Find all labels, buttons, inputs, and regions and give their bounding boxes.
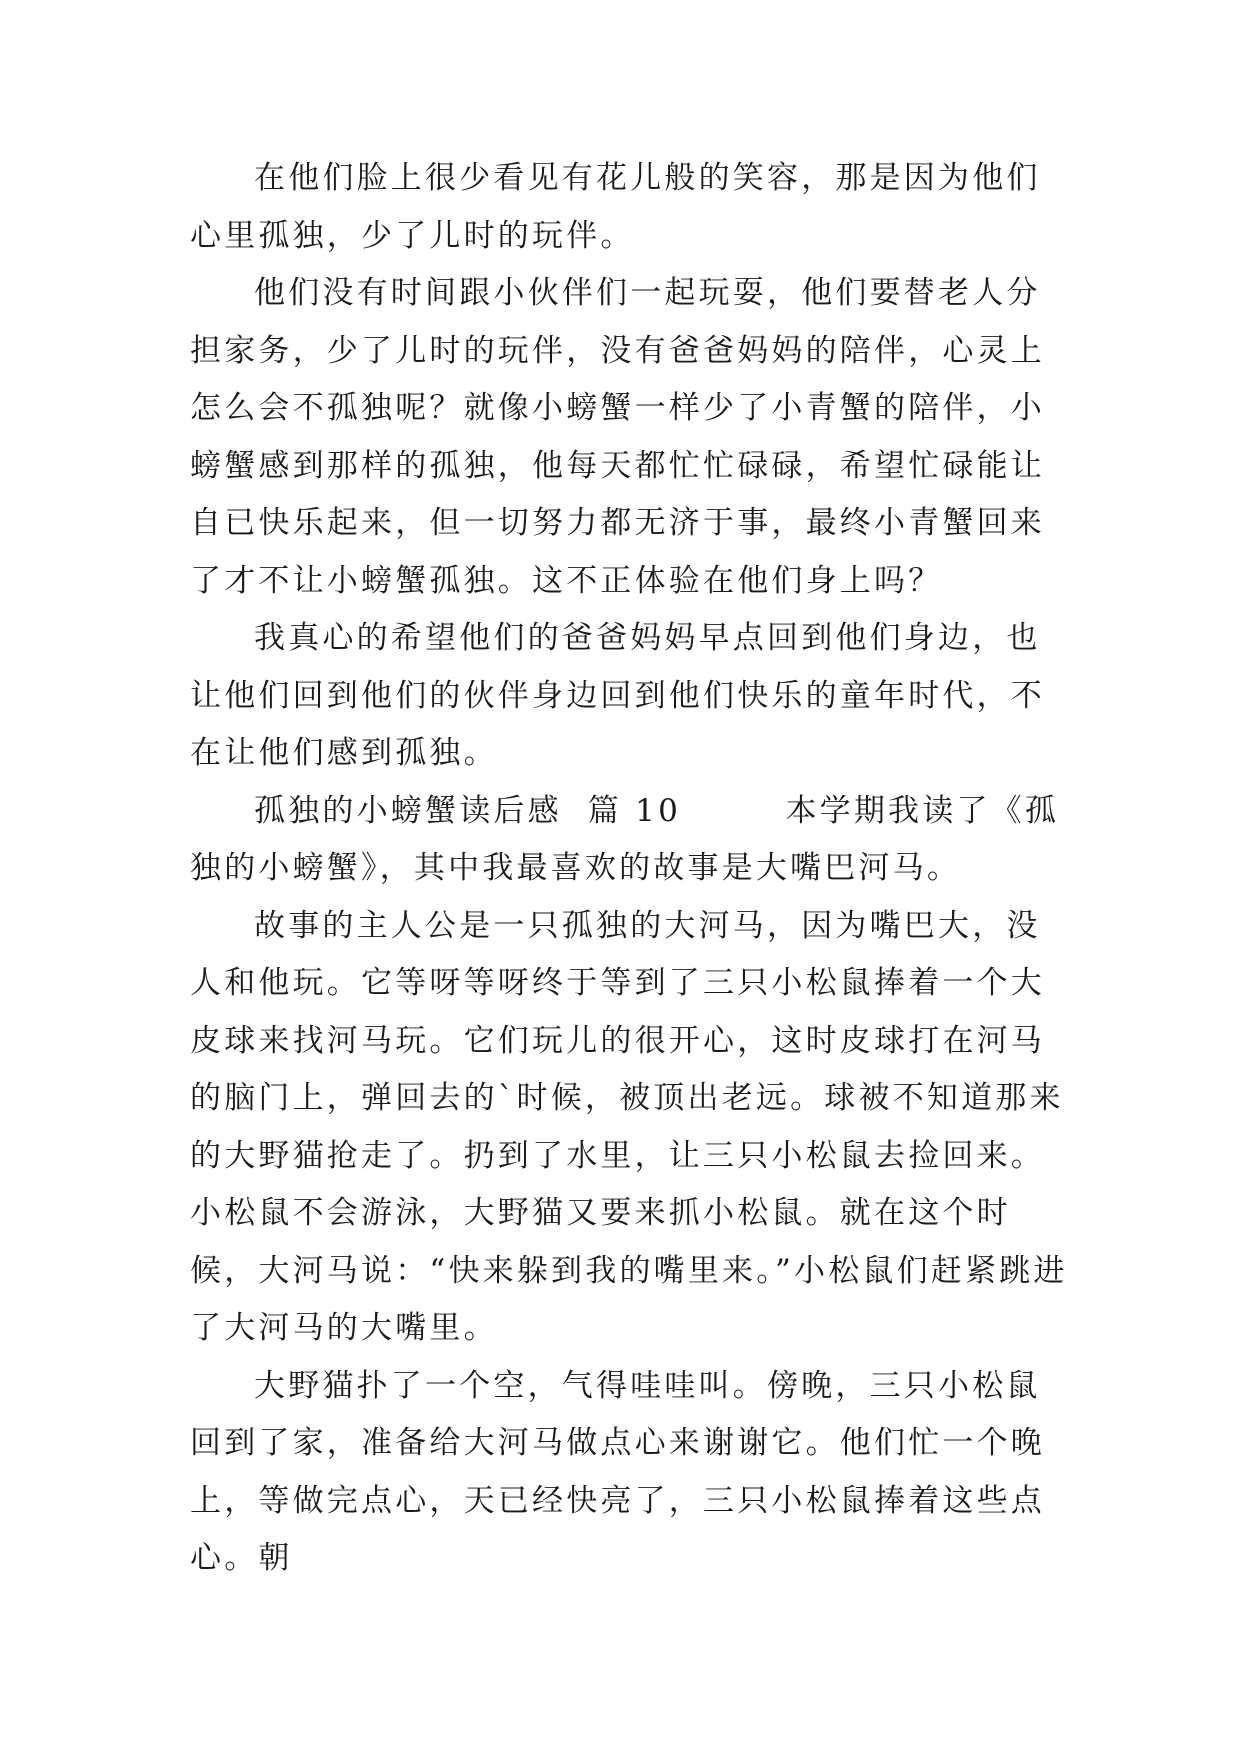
paragraph-3: 我真心的希望他们的爸爸妈妈早点回到他们身边，也让他们回到他们的伙伴身边回到他们快乐的童年时代，不在让他们感到孤独。	[190, 620, 1045, 771]
paragraph-1: 在他们脸上很少看见有花儿般的笑容，那是因为他们心里孤独，少了儿时的玩伴。	[190, 160, 1041, 254]
paragraph-4-heading: 孤独的小螃蟹读后感 篇 10 本学期我读了《孤独的小螃蟹》，其中我最喜欢的故事是大嘴巴河马。	[190, 792, 1060, 886]
paragraph-5: 故事的主人公是一只孤独的大河马，因为嘴巴大，没人和他玩。它等呀等呀终于等到了三只小松鼠捧着一个大皮球来找河马玩。它们玩儿的很开心，这时皮球打在河马的脑门上，弹回去的`时候，被顶出老远。球被不知道那来的大野猫抢走了。扔到了水里，让三只小松鼠去捡回来。小松鼠不会游泳，大野猫又要来抓小松鼠。就在这个时候，大河马说：“快来躲到我的嘴里来。”小松鼠们赶紧跳进了大河马的大嘴里。	[190, 907, 1068, 1346]
paragraph-6: 大野猫扑了一个空，气得哇哇叫。傍晚，三只小松鼠回到了家，准备给大河马做点心来谢谢它。他们忙一个晚上，等做完点心，天已经快亮了，三只小松鼠捧着这些点心。朝	[190, 1367, 1045, 1576]
paragraph-2: 他们没有时间跟小伙伴们一起玩耍，他们要替老人分担家务，少了儿时的玩伴，没有爸爸妈妈的陪伴，心灵上怎么会不孤独呢？就像小螃蟹一样少了小青蟹的陪伴，小螃蟹感到那样的孤独，他每天都忙忙碌碌，希望忙碌能让自已快乐起来，但一切努力都无济于事，最终小青蟹回来了才不让小螃蟹孤独。这不正体验在他们身上吗？	[190, 275, 1045, 599]
body-text	[190, 150, 1070, 1588]
